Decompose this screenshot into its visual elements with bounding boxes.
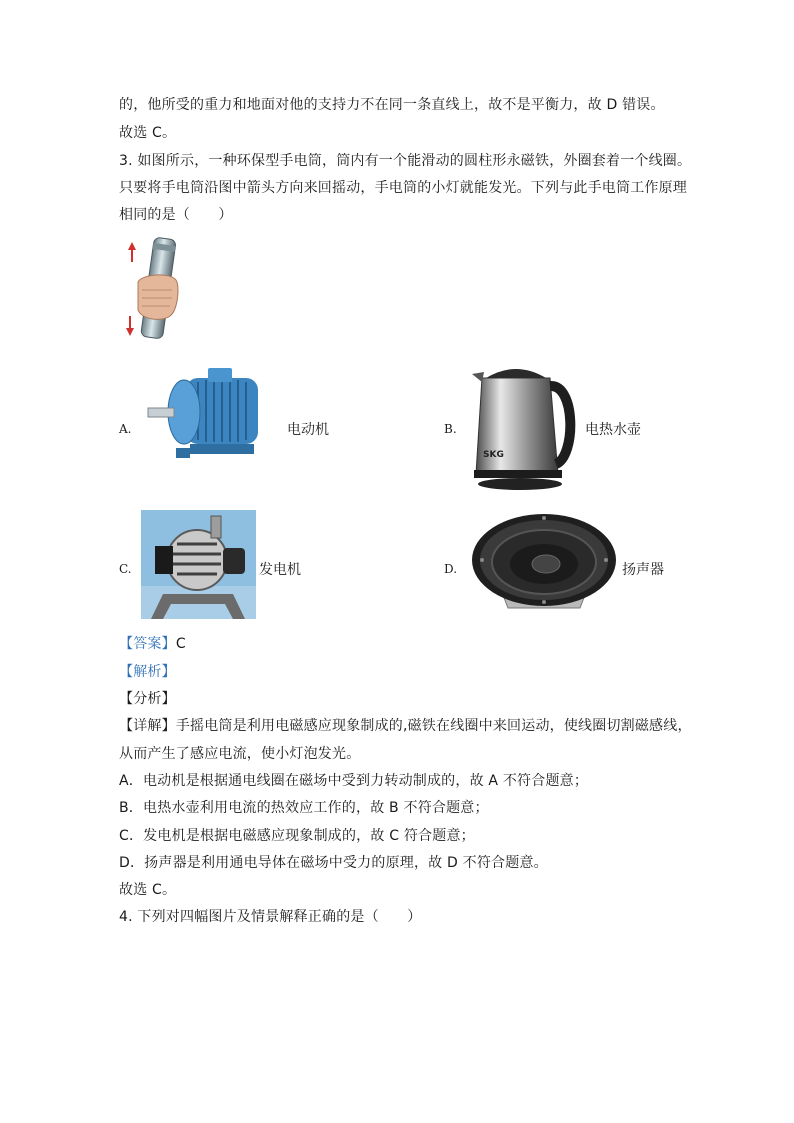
kettle-brand-logo: SKG	[483, 450, 504, 460]
detail-tag: 【详解】	[119, 718, 176, 734]
option-b-letter: B.	[444, 422, 457, 436]
detail-text: 从而产生了感应电流，使小灯泡发光。	[119, 746, 361, 762]
explanation-d: D．扬声器是利用通电导体在磁场中受力的原理，故 D 不符合题意。	[119, 855, 548, 871]
question-3-stem: 相同的是（ ）	[119, 207, 233, 223]
electric-kettle-image	[472, 356, 578, 492]
detail-line	[119, 716, 692, 736]
analyze-tag: 【分析】	[119, 691, 176, 707]
electric-motor-image	[146, 366, 268, 466]
option-a-letter: A.	[119, 422, 132, 436]
text-line: 的，他所受的重力和地面对他的支持力不在同一条直线上，故不是平衡力，故 D 错误。	[119, 97, 665, 113]
question-4-stem: 4. 下列对四幅图片及情景解释正确的是（ ）	[119, 909, 422, 925]
text-line: 故选 C。	[119, 125, 177, 141]
explanation-c: C．发电机是根据电磁感应现象制成的，故 C 符合题意；	[119, 828, 475, 844]
explanation-b: B．电热水壶利用电流的热效应工作的，故 B 不符合题意；	[119, 800, 489, 816]
answer-tag: 【答案】	[119, 636, 176, 652]
question-3-stem: 只要将手电筒沿图中箭头方向来回摇动，手电筒的小灯就能发光。下列与此手电筒工作原理	[119, 180, 687, 196]
option-d-label: 扬声器	[622, 562, 664, 578]
explanation-a: A．电动机是根据通电线圈在磁场中受到力转动制成的，故 A 不符合题意；	[119, 773, 589, 789]
option-a-label: 电动机	[287, 422, 329, 438]
answer-value: C	[175, 636, 186, 652]
option-c-letter: C.	[119, 562, 132, 576]
option-d-letter: D.	[444, 562, 458, 576]
loudspeaker-image	[468, 512, 616, 612]
detail-text: 手摇电筒是利用电磁感应现象制成的,磁铁在线圈中来回运动，使线圈切割磁感线，	[175, 718, 692, 734]
generator-image	[141, 510, 256, 619]
conclusion: 故选 C。	[119, 882, 177, 898]
question-3-stem: 3. 如图所示，一种环保型手电筒，筒内有一个能滑动的圆柱形永磁铁，外圈套着一个线圈。	[119, 153, 692, 169]
answer-line	[119, 634, 186, 654]
flashlight-figure	[120, 236, 192, 344]
analysis-tag: 【解析】	[119, 664, 176, 680]
option-c-label: 发电机	[259, 562, 301, 578]
option-b-label: 电热水壶	[585, 422, 641, 438]
